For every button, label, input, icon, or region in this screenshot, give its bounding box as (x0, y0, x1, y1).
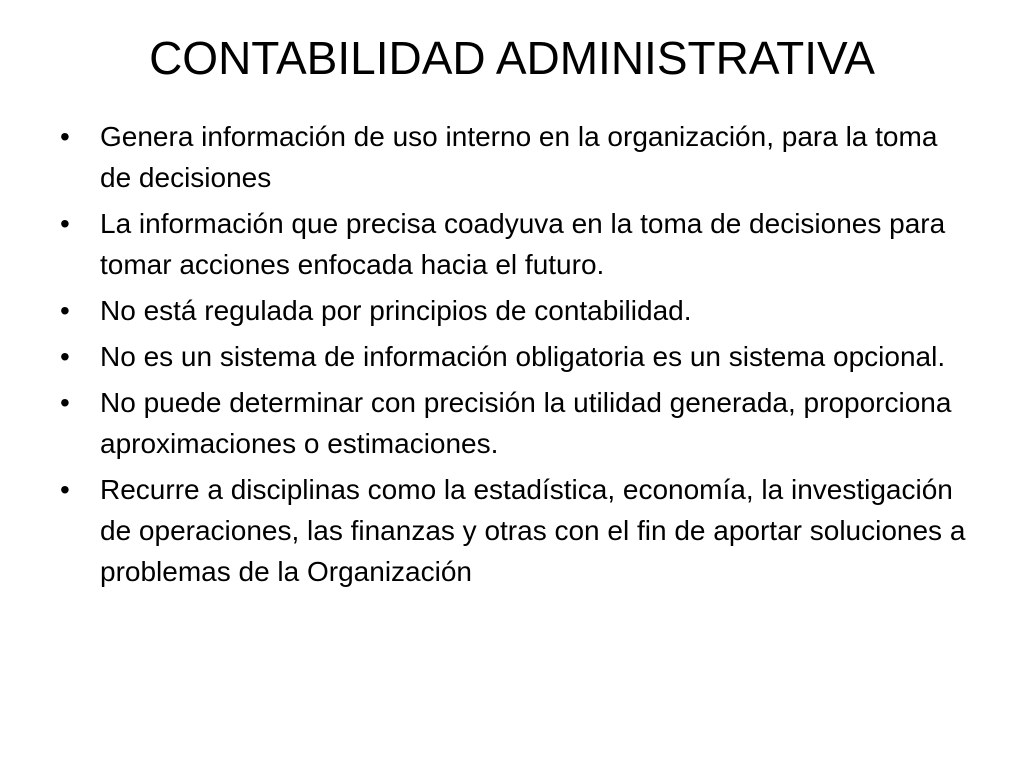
slide-title: CONTABILIDAD ADMINISTRATIVA (149, 32, 875, 84)
bullet-text: Genera información de uso interno en la organización, para la toma de decisiones (100, 121, 938, 193)
bullet-item (56, 290, 966, 331)
bullet-item (56, 382, 966, 464)
bullet-icon: • (60, 295, 70, 326)
bullet-icon: • (60, 121, 70, 152)
bullet-text: No es un sistema de información obligatoria es un sistema opcional. (100, 341, 946, 372)
bullet-text: No puede determinar con precisión la utilidad generada, proporciona aproximaciones o estimaciones. (100, 387, 952, 459)
bullet-text: No está regulada por principios de contabilidad. (100, 295, 692, 326)
bullet-icon: • (60, 341, 70, 372)
bullet-text: La información que precisa coadyuva en la toma de decisiones para tomar acciones enfocada hacia el futuro. (100, 208, 946, 280)
bullet-icon: • (60, 208, 70, 239)
bullet-item (56, 336, 966, 377)
bullet-list (56, 116, 966, 597)
bullet-icon: • (60, 474, 70, 505)
bullet-item (56, 116, 966, 198)
bullet-item (56, 203, 966, 285)
bullet-item (56, 469, 966, 592)
bullet-icon: • (60, 387, 70, 418)
bullet-text: Recurre a disciplinas como la estadística, economía, la investigación de operaciones, las finanzas y otras con el fin de aportar soluciones a problemas de la Organización (100, 474, 966, 587)
